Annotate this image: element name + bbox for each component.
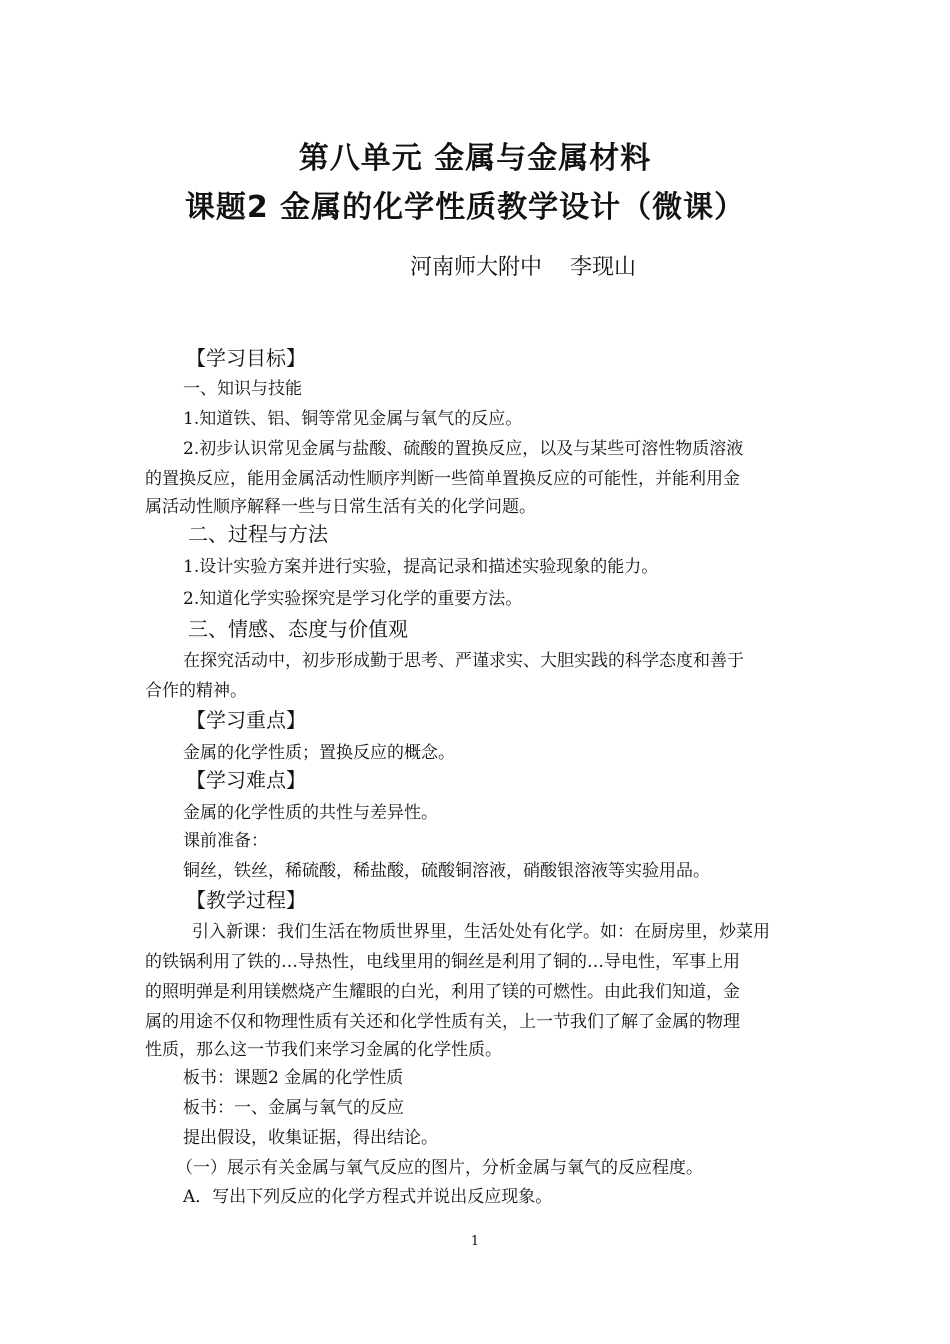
paragraph-line: 金属的化学性质的共性与差异性。	[183, 803, 438, 823]
paragraph-line: 2.知道化学实验探究是学习化学的重要方法。	[183, 589, 523, 609]
section-heading-key-points: 【学习重点】	[186, 708, 306, 732]
paragraph-line: 在探究活动中，初步形成勤于思考、严谨求实、大胆实践的科学态度和善于	[183, 651, 744, 671]
paragraph-line: 1.知道铁、铝、铜等常见金属与氧气的反应。	[183, 409, 523, 429]
subheading-process-method: 二、过程与方法	[188, 522, 328, 546]
paragraph-line: 板书：课题2 金属的化学性质	[183, 1068, 404, 1088]
paragraph-line: （一）展示有关金属与氧气反应的图片，分析金属与氧气的反应程度。	[176, 1158, 703, 1178]
paragraph-line: 性质，那么这一节我们来学习金属的化学性质。	[145, 1040, 502, 1060]
paragraph-line: 属的用途不仅和物理性质有关还和化学性质有关，上一节我们了解了金属的物理	[145, 1012, 740, 1032]
author-line: 河南师大附中 李现山	[410, 255, 636, 280]
section-heading-objectives: 【学习目标】	[186, 346, 306, 370]
paragraph-line: 的置换反应，能用金属活动性顺序判断一些简单置换反应的可能性，并能利用金	[145, 469, 740, 489]
paragraph-line: 1.设计实验方案并进行实验，提高记录和描述实验现象的能力。	[183, 557, 659, 577]
paragraph-line: 板书：一、金属与氧气的反应	[183, 1098, 404, 1118]
paragraph-line: 2.初步认识常见金属与盐酸、硫酸的置换反应，以及与某些可溶性物质溶液	[183, 439, 744, 459]
subheading-knowledge-skills: 一、知识与技能	[183, 379, 302, 399]
paragraph-line: 金属的化学性质；置换反应的概念。	[183, 743, 455, 763]
paragraph-line: 的铁锅利用了铁的…导热性，电线里用的铜丝是利用了铜的…导电性，军事上用	[145, 952, 740, 972]
paragraph-line: 铜丝，铁丝，稀硫酸，稀盐酸，硫酸铜溶液，硝酸银溶液等实验用品。	[183, 861, 710, 881]
paragraph-line: 的照明弹是利用镁燃烧产生耀眼的白光，利用了镁的可燃性。由此我们知道，金	[145, 982, 740, 1002]
unit-title: 第八单元 金属与金属材料	[298, 141, 652, 176]
subheading-attitude-values: 三、情感、态度与价值观	[188, 617, 408, 641]
paragraph-line: 合作的精神。	[145, 681, 247, 701]
paragraph-line: 课前准备：	[183, 831, 268, 851]
paragraph-line: 属活动性顺序解释一些与日常生活有关的化学问题。	[145, 497, 536, 517]
paragraph-line: A．写出下列反应的化学方程式并说出反应现象。	[183, 1187, 553, 1207]
section-heading-teaching-process: 【教学过程】	[186, 888, 306, 912]
paragraph-line: 提出假设，收集证据，得出结论。	[183, 1128, 438, 1148]
section-heading-difficulties: 【学习难点】	[186, 768, 306, 792]
page-number: 1	[470, 1234, 480, 1249]
paragraph-line: 引入新课：我们生活在物质世界里，生活处处有化学。如：在厨房里，炒菜用	[192, 922, 770, 942]
lesson-title: 课题2 金属的化学性质教学设计（微课）	[184, 190, 746, 225]
